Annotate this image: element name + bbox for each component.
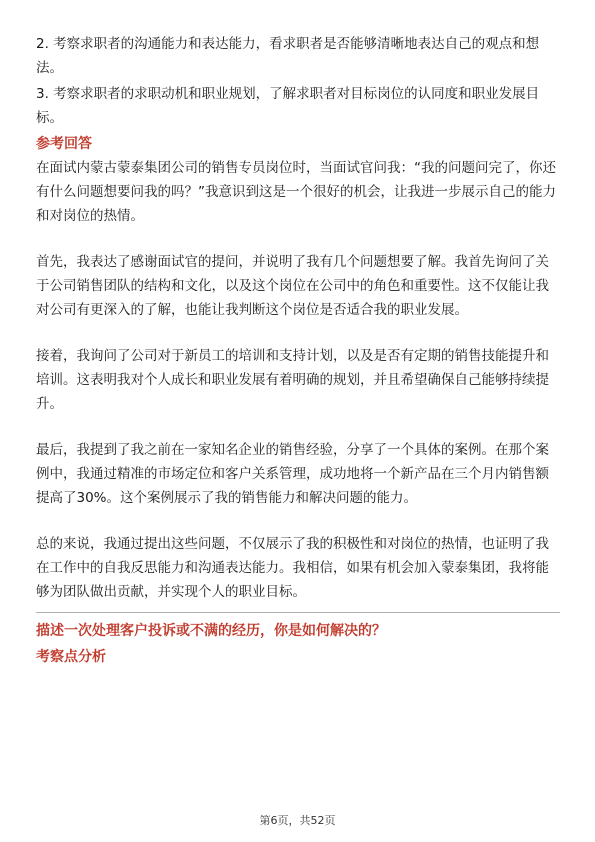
list-item-2: 2. 考察求职者的沟通能力和表达能力，看求职者是否能够清晰地表达自己的观点和想法。 (36, 36, 540, 76)
list-item-3: 3. 考察求职者的求职动机和职业规划，了解求职者对目标岗位的认同度和职业发展目标。 (36, 86, 540, 126)
answer-paragraph-5: 总的来说，我通过提出这些问题，不仅展示了我的积极性和对岗位的热情，也证明了我在工作中的自我反思能力和沟通表达能力。我相信，如果有机会加入蒙泰集团，我将能够为团队做出贡献，并实现个人的职业目标。 (36, 536, 549, 600)
next-question-title: 描述一次处理客户投诉或不满的经历，你是如何解决的？ (36, 623, 386, 639)
answer-paragraph-3: 接着，我询问了公司对于新员工的培训和支持计划，以及是否有定期的销售技能提升和培训。这表明我对个人成长和职业发展有着明确的规划，并且希望确保自己能够持续提升。 (36, 348, 549, 412)
analysis-heading: 考察点分析 (36, 649, 106, 665)
answer-paragraph-1: 在面试内蒙古蒙泰集团公司的销售专员岗位时，当面试官问我：“我的问题问完了，你还有什么问题想要问我的吗？”我意识到这是一个很好的机会，让我进一步展示自己的能力和对岗位的热情。 (36, 160, 556, 224)
answer-paragraph-2: 首先，我表达了感谢面试官的提问，并说明了我有几个问题想要了解。我首先询问了关于公司销售团队的结构和文化，以及这个岗位在公司中的角色和重要性。这不仅能让我对公司有更深入的了解，也能让我判断这个岗位是否适合我的职业发展。 (36, 254, 549, 318)
section-divider (36, 612, 560, 613)
page-footer: 第6页，共52页 (259, 814, 336, 827)
paragraph-gap (36, 416, 560, 438)
paragraph-gap (36, 228, 560, 250)
document-page (36, 32, 560, 669)
paragraph-gap (36, 322, 560, 344)
paragraph-gap (36, 510, 560, 532)
answer-heading: 参考回答 (36, 136, 92, 152)
answer-paragraph-4: 最后，我提到了我之前在一家知名企业的销售经验，分享了一个具体的案例。在那个案例中，我通过精准的市场定位和客户关系管理，成功地将一个新产品在三个月内销售额提高了30%。这个案例展示了我的销售能力和解决问题的能力。 (36, 442, 549, 506)
